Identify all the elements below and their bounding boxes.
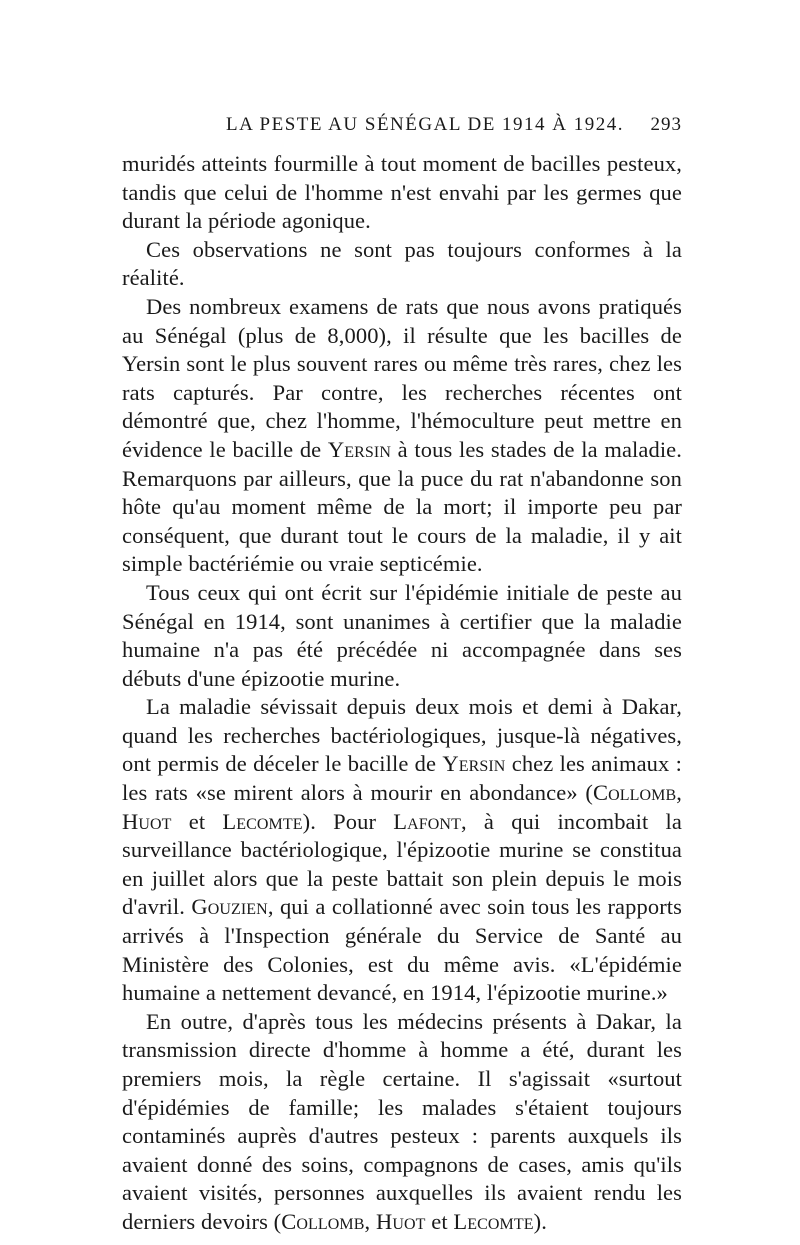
text-run: , xyxy=(364,1208,376,1234)
paragraph xyxy=(122,236,682,293)
text-run: Tous ceux qui ont écrit sur l'épidémie initiale de peste au Sénégal en 1914, sont unanimes à certifier que la maladie humaine n'a pas été précédée ni accompagnée dans ses débuts d'une épizootie murine. xyxy=(122,579,682,691)
text-run: , xyxy=(676,780,682,806)
paragraph xyxy=(122,693,682,1008)
author-name: Collomb xyxy=(593,780,677,806)
author-name: Lafont xyxy=(393,808,461,834)
text-run: En outre, d'après tous les médecins présents à Dakar, la transmission directe d'homme à homme a été, durant les premiers mois, la règle certaine. Il s'agissait «surtout d'épidémies de famille; les malades s'étaient toujours contaminés auprès d'autres pesteux : parents auxquels ils avaient donné des soins, compagnons de cases, amis qu'ils avaient visités, personnes auxquelles ils avaient rendu les derniers devoirs ( xyxy=(122,1008,682,1234)
running-title: LA PESTE AU SÉNÉGAL DE 1914 À 1924. xyxy=(226,114,625,135)
paragraph xyxy=(122,293,682,579)
text-run: La maladie sévissait depuis deux mois et demi à Dakar, quand les recherches bactériologiques, jusque-là négatives, ont permis de déceler le bacille de xyxy=(122,694,682,777)
author-name: Huot xyxy=(122,808,172,834)
text-run: et xyxy=(425,1208,454,1234)
author-name: Lecomte xyxy=(222,808,303,834)
author-name: Huot xyxy=(375,1208,426,1234)
author-name: Gouzien xyxy=(191,894,268,920)
text-run: Des nombreux examens de rats que nous avons pratiqués au Sénégal (plus de 8,000), il résulte que les bacilles de Yersin sont le plus souvent rares ou même très rares, chez les rats capturés. Par contre, les recherches récentes ont démontré que, chez l'homme, l'hémoculture peut mettre en évidence le bacille de xyxy=(122,293,682,462)
text-run: Ces observations ne sont pas toujours conformes à la réalité. xyxy=(122,236,682,291)
text-run: chez les animaux : les rats «se mirent alors à mourir en abondance» ( xyxy=(122,751,682,806)
author-name: Yersin xyxy=(327,436,391,462)
paragraph xyxy=(122,150,682,236)
author-name: Yersin xyxy=(442,751,506,777)
body-text xyxy=(122,150,682,1237)
text-run: , à qui incombait la surveillance bactériologique, l'épizootie murine se constitua en juillet alors que la peste battait son plein depuis le mois d'avril. xyxy=(122,808,682,920)
text-run: , qui a collationné avec soin tous les rapports arrivés à l'Inspection générale du Service de Santé au Ministère des Colonies, est du même avis. «L'épidémie humaine a nettement devancé, en 1914, l'épizootie murine.» xyxy=(122,894,682,1006)
text-run: ). xyxy=(533,1208,547,1234)
author-name: Lecomte xyxy=(453,1208,534,1234)
text-run: et xyxy=(171,808,223,834)
text-run: à tous les stades de la maladie. Remarquons par ailleurs, que la puce du rat n'abandonne son hôte qu'au moment même de la mort; il importe peu par conséquent, que durant tout le cours de la maladie, il y ait simple bactériémie ou vraie septicémie. xyxy=(122,436,682,577)
paragraph xyxy=(122,579,682,693)
text-run: ). Pour xyxy=(302,808,394,834)
author-name: Collomb xyxy=(281,1208,365,1234)
paragraph xyxy=(122,1008,682,1237)
text-run: muridés atteints fourmille à tout moment de bacilles pesteux, tandis que celui de l'homme n'est envahi par les germes que durant la période agonique. xyxy=(122,151,682,234)
page-number: 293 xyxy=(650,114,682,135)
running-head xyxy=(122,114,682,138)
